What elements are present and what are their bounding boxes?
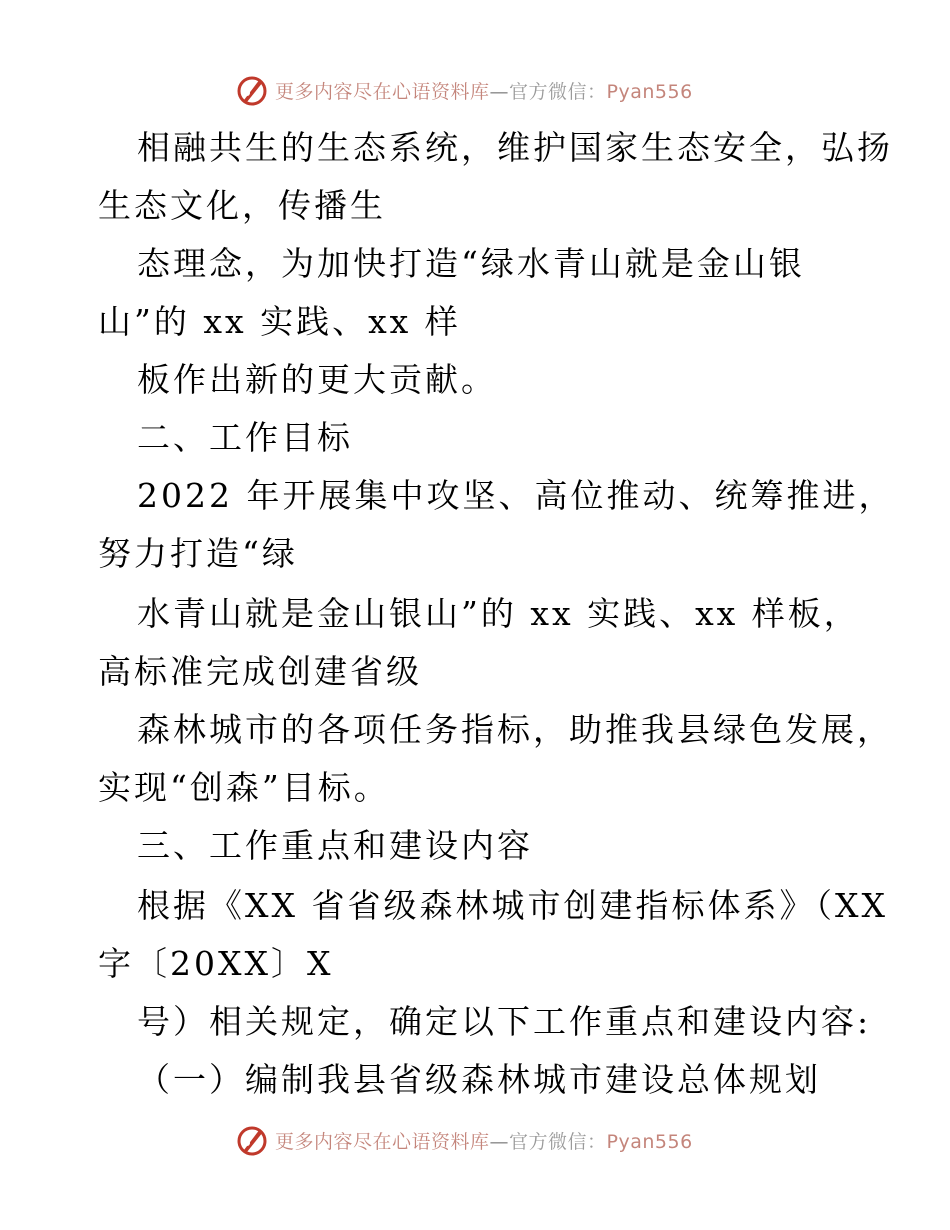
paragraph-line: 森林城市的各项任务指标，助推我县绿色发展， (137, 710, 893, 749)
paragraph-line: 2022 年开展集中攻坚、高位推动、统筹推进， (137, 476, 895, 515)
paragraph-line: 努力打造“绿 (98, 534, 298, 573)
header-watermark (235, 70, 693, 110)
watermark-text: 更多内容尽在心语资料库—官方微信：Pyan556 (275, 80, 693, 103)
quill-seal-icon (235, 73, 269, 107)
paragraph-line: 水青山就是金山银山”的 xx 实践、xx 样板， (137, 594, 860, 633)
paragraph-line: 生态文化，传播生 (98, 186, 386, 225)
paragraph-line: 态理念，为加快打造“绿水青山就是金山银 (137, 244, 805, 283)
paragraph-line: 山”的 xx 实践、xx 样 (98, 302, 461, 341)
watermark-text: 更多内容尽在心语资料库—官方微信：Pyan556 (275, 1130, 693, 1153)
section-heading: 三、工作重点和建设内容 (137, 826, 533, 865)
paragraph-line: 实现“创森”目标。 (98, 768, 390, 807)
paragraph-line: 号）相关规定，确定以下工作重点和建设内容: (137, 1002, 872, 1041)
footer-watermark (235, 1120, 693, 1160)
paragraph-line: 高标准完成创建省级 (98, 652, 422, 691)
paragraph-line: 板作出新的更大贡献。 (137, 360, 497, 399)
quill-seal-icon (235, 1123, 269, 1157)
paragraph-line: 根据《XX 省省级森林城市创建指标体系》（XX (137, 886, 888, 925)
paragraph-line: 相融共生的生态系统，维护国家生态安全，弘扬 (137, 128, 893, 167)
section-heading: 二、工作目标 (137, 418, 353, 457)
paragraph-line: 字〔20XX〕X (98, 944, 334, 983)
subsection-heading: （一）编制我县省级森林城市建设总体规划 (137, 1060, 821, 1099)
